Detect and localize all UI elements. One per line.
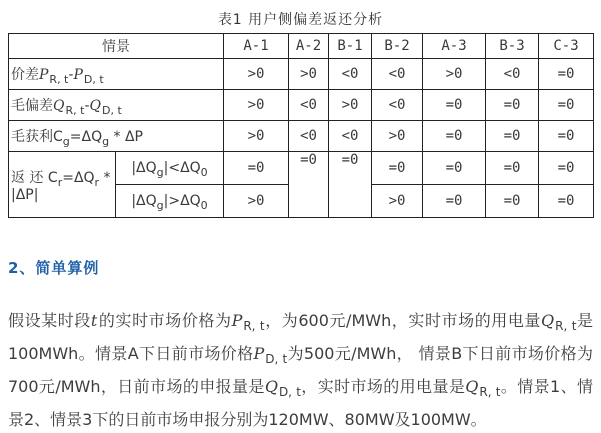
- value-cell: =0: [224, 152, 289, 185]
- deviation-analysis-table: [8, 33, 594, 218]
- row-label-return: 返 还 $C_r=\Delta Q_r * |\Delta P|$: [9, 152, 116, 218]
- condition-cell-lt: $|\Delta Q_g|<\Delta Q_0$: [116, 152, 224, 185]
- table-header-row: [9, 34, 594, 59]
- header-cell-c3: C-3: [539, 34, 594, 59]
- value-cell: >0: [289, 59, 329, 90]
- value-cell: =0: [486, 185, 539, 218]
- value-cell: =0: [486, 152, 539, 185]
- condition-cell-gt: $|\Delta Q_g|>\Delta Q_0$: [116, 185, 224, 218]
- value-cell: <0: [329, 121, 372, 152]
- table-row-gross-profit: [9, 121, 594, 152]
- value-cell-merged: =0: [289, 152, 329, 218]
- header-cell-b1: B-1: [329, 34, 372, 59]
- body-paragraph: 假设某时段t的实时市场价格为$P_{R, t}$，为600元/MWh，实时市场的用电量$Q_{R, t}$是100MWh。情景A下日前市场价格$P_{D, t}$为500元/MWh， 情景B下日前市场价格为700元/MWh，日前市场的申报量是$Q_{D, t}$，实时市场的用电量是$Q_{R, t}$。情景1、情景2、情景3下的日前市场申报分别为120MW、80MW及100MW。: [8, 311, 593, 429]
- row-label-price-diff: 价差$P_{R, t}-P_{D, t}$: [9, 59, 224, 90]
- value-cell-merged: =0: [329, 152, 372, 218]
- row-label-gross-deviation: 毛偏差$Q_{R, t}-Q_{D, t}$: [9, 90, 224, 121]
- value-cell: <0: [289, 90, 329, 121]
- value-cell: >0: [224, 185, 289, 218]
- value-cell: =0: [539, 121, 594, 152]
- header-cell-a3: A-3: [423, 34, 486, 59]
- table-row-price-diff: [9, 59, 594, 90]
- header-cell-a2: A-2: [289, 34, 329, 59]
- table-row-return-lt: [9, 152, 594, 185]
- table-row-gross-deviation: [9, 90, 594, 121]
- value-cell: =0: [539, 90, 594, 121]
- header-cell-b3: B-3: [486, 34, 539, 59]
- table-title: 表1 用户侧偏差返还分析: [217, 12, 384, 28]
- value-cell: <0: [289, 121, 329, 152]
- value-cell: >0: [329, 90, 372, 121]
- value-cell: =0: [539, 185, 594, 218]
- value-cell: <0: [372, 59, 423, 90]
- value-cell: <0: [372, 90, 423, 121]
- value-cell: >0: [423, 59, 486, 90]
- value-cell: =0: [423, 185, 486, 218]
- value-cell: =0: [372, 152, 423, 185]
- value-cell: =0: [539, 152, 594, 185]
- value-cell: >0: [224, 90, 289, 121]
- value-cell: =0: [423, 152, 486, 185]
- value-cell: <0: [486, 59, 539, 90]
- section-heading: 2、简单算例: [8, 259, 100, 277]
- value-cell: >0: [372, 185, 423, 218]
- value-cell: =0: [423, 90, 486, 121]
- header-cell-b2: B-2: [372, 34, 423, 59]
- value-cell: =0: [539, 59, 594, 90]
- value-cell: =0: [486, 121, 539, 152]
- header-cell-scenario: 情景: [9, 34, 224, 59]
- value-cell: =0: [486, 90, 539, 121]
- value-cell: >0: [224, 59, 289, 90]
- value-cell: >0: [372, 121, 423, 152]
- value-cell: <0: [329, 59, 372, 90]
- value-cell: =0: [423, 121, 486, 152]
- header-cell-a1: A-1: [224, 34, 289, 59]
- row-label-gross-profit: 毛获利$C_g=\Delta Q_g * \Delta P$: [9, 121, 224, 152]
- value-cell: >0: [224, 121, 289, 152]
